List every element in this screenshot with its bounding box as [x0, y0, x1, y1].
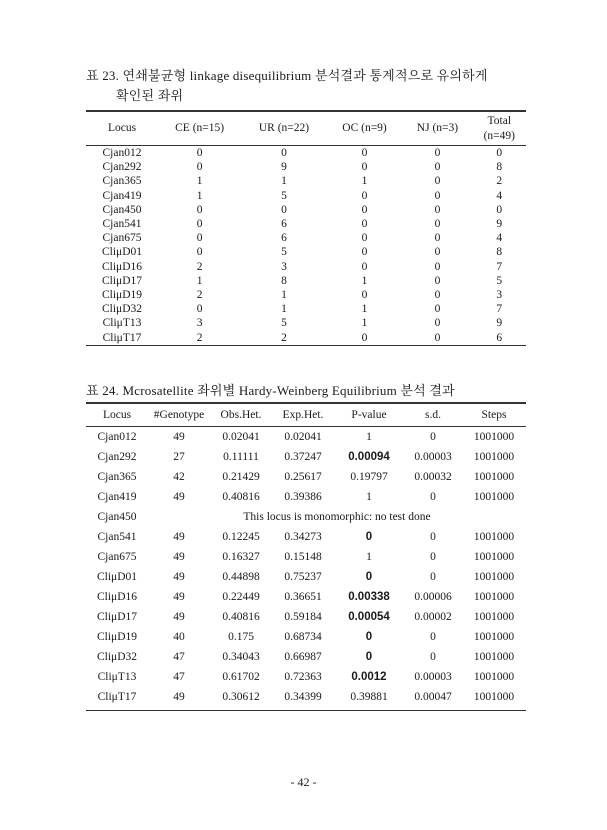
table23-header-row	[86, 112, 526, 146]
table23-row	[86, 160, 526, 174]
table23-cell: 0	[361, 189, 368, 202]
table24-cell: 0.25617	[284, 471, 322, 483]
table24-cell: 47	[173, 671, 185, 683]
table24-row	[86, 627, 526, 647]
table23-cell: 1	[361, 317, 368, 330]
table23-cell: 0	[434, 246, 441, 259]
table23-cell: 0	[196, 246, 203, 259]
table24-cell-locus: Cjan365	[97, 471, 137, 483]
table24-cell-p-value: 0.39881	[350, 691, 388, 703]
table24-row	[86, 467, 526, 487]
table23-cell: 5	[281, 189, 287, 202]
table23-cell: 3	[196, 317, 203, 330]
table24-cell: 0.61702	[222, 671, 260, 683]
table24-cell: 0.34399	[284, 691, 322, 703]
table23-cell: 2	[196, 288, 203, 301]
table23-cell: 0	[434, 147, 441, 160]
table24-cell: 1001000	[473, 611, 515, 623]
table24-cell: 1001000	[473, 591, 515, 603]
table24-cell: 49	[173, 551, 185, 563]
table23-cell: 0	[361, 331, 368, 344]
table23-row	[86, 203, 526, 217]
table23-cell: 1	[361, 175, 368, 188]
table23-caption	[86, 66, 526, 106]
table23-cell: 0	[196, 147, 203, 160]
table24-header-p-value: P-value	[351, 409, 387, 421]
table24-cell: 0	[430, 571, 436, 583]
table24-cell-locus: Cjan541	[97, 531, 137, 543]
table24-cell: 0.15148	[284, 551, 322, 563]
table23-cell: 1	[196, 274, 203, 287]
table23-cell: 0	[361, 203, 368, 216]
table24-cell: 0.22449	[222, 591, 260, 603]
table24-cell: 1001000	[473, 691, 515, 703]
table23-cell: 0	[496, 203, 503, 216]
table24-cell: 1001000	[473, 451, 515, 463]
table24-cell: 0.34273	[284, 531, 322, 543]
table24-hardy-weinberg	[86, 404, 526, 707]
table23-cell: 0	[434, 203, 441, 216]
table23-cell: 2	[281, 331, 287, 344]
table24-cell-p-value: 1	[366, 431, 372, 443]
table24-row	[86, 547, 526, 567]
table24-cell: 0.00006	[414, 591, 452, 603]
table23-cell: 4	[496, 232, 503, 245]
table24-cell: 49	[173, 571, 185, 583]
table24-cell-p-value: 0.00054	[348, 611, 390, 623]
table24-cell: 49	[173, 431, 185, 443]
table23-row	[86, 302, 526, 316]
table24-cell: 0.02041	[284, 431, 322, 443]
table24-cell: 0.00002	[414, 611, 452, 623]
table23-row	[86, 217, 526, 231]
table23-row	[86, 174, 526, 188]
table24-cell-p-value: 1	[366, 491, 372, 503]
table24-cell: 0.175	[228, 631, 254, 643]
table23-cell: 8	[496, 246, 503, 259]
table24-cell: 1001000	[473, 671, 515, 683]
table24-cell: 0.00047	[414, 691, 452, 703]
table24-cell-p-value: 1	[366, 551, 372, 563]
table24-cell: 1001000	[473, 551, 515, 563]
table23-row	[86, 274, 526, 288]
table23-cell: 5	[281, 317, 287, 330]
table24-cell: 0	[430, 431, 436, 443]
table24-monomorphic-note: This locus is monomorphic: no test done	[243, 511, 431, 523]
table23-cell-locus: CliμT13	[102, 317, 142, 330]
table24-cell: 0.59184	[284, 611, 322, 623]
table24-cell: 0.12245	[222, 531, 260, 543]
table24-cell: 0.72363	[284, 671, 322, 683]
table24-cell: 0.44898	[222, 571, 260, 583]
table24-cell-p-value: 0.00094	[348, 451, 390, 463]
table23-cell: 2	[496, 175, 503, 188]
table24-cell: 0	[430, 491, 436, 503]
table24-row	[86, 447, 526, 467]
table23-row	[86, 330, 526, 344]
table23-cell: 2	[196, 331, 203, 344]
table23-cell: 0	[196, 203, 203, 216]
table24-cell: 0.75237	[284, 571, 322, 583]
table24-cell-p-value: 0.00338	[348, 591, 390, 603]
table24-row	[86, 607, 526, 627]
table24-caption: 표 24. Mcrosatellite 좌위별 Hardy-Weinberg Equilibrium 분석 결과	[86, 383, 455, 398]
table23-bottom-rule	[86, 345, 526, 346]
table23-cell: 0	[434, 288, 441, 301]
table23-caption-line2: 확인된 좌위	[116, 88, 184, 103]
table24-cell-locus: Cjan675	[97, 551, 137, 563]
table23-cell-locus: Cjan419	[102, 189, 142, 202]
table23-cell: 5	[496, 274, 503, 287]
table24-cell: 0.21429	[222, 471, 260, 483]
table24-cell-p-value: 0	[365, 531, 373, 543]
table24-cell: 49	[173, 691, 185, 703]
table23-row	[86, 146, 526, 161]
table24-cell-locus: CliμD19	[96, 631, 138, 643]
table23-cell-locus: CliμD17	[101, 274, 143, 287]
table24-cell: 0.40816	[222, 491, 260, 503]
table24-cell-locus: Cjan292	[97, 451, 137, 463]
table24-row	[86, 687, 526, 707]
table23-cell: 0	[361, 288, 368, 301]
table23-cell: 1	[196, 189, 203, 202]
page-number: - 42 -	[290, 775, 317, 789]
table23-cell: 0	[496, 147, 503, 160]
table24-body	[86, 427, 526, 708]
table23-cell: 0	[434, 175, 441, 188]
table24-cell: 0.66987	[284, 651, 322, 663]
table24-cell: 0	[430, 551, 436, 563]
table23-cell-locus: Cjan365	[102, 175, 142, 188]
table24-row	[86, 567, 526, 587]
table23-cell: 0	[361, 147, 368, 160]
table24-row	[86, 427, 526, 448]
table23-cell: 0	[361, 246, 368, 259]
table24-cell: 49	[173, 611, 185, 623]
table24-header-obs-het: Obs.Het.	[220, 409, 262, 421]
table23-cell: 0	[196, 161, 203, 174]
table23-cell: 3	[496, 288, 503, 301]
table24-cell: 1001000	[473, 571, 515, 583]
table24-bottom-rule	[86, 710, 526, 711]
table23-cell-locus: CliμD19	[101, 288, 143, 301]
table23-cell: 0	[361, 161, 368, 174]
table23-header-total	[473, 112, 526, 146]
table24-cell: 0.30612	[222, 691, 260, 703]
table24-cell: 1001000	[473, 531, 515, 543]
table24-cell: 0.02041	[222, 431, 260, 443]
table24-cell-p-value: 0	[365, 631, 373, 643]
table24-cell: 0.11111	[223, 451, 259, 463]
table23-cell: 0	[434, 331, 441, 344]
table23-cell: 0	[434, 274, 441, 287]
table23-linkage-disequilibrium	[86, 112, 526, 345]
table24-cell: 0.00003	[414, 451, 452, 463]
table23-cell: 1	[281, 175, 287, 188]
table24-cell: 0.34043	[222, 651, 260, 663]
table23-cell: 4	[496, 189, 503, 202]
table23-header-ce: CE (n=15)	[175, 122, 225, 134]
table24-cell: 1001000	[473, 471, 515, 483]
table23-cell-locus: CliμT17	[102, 331, 142, 344]
table23-header-ur: UR (n=22)	[258, 122, 310, 134]
table24-cell-locus: CliμD01	[96, 571, 138, 583]
table24-row	[86, 507, 526, 527]
table23-cell: 1	[281, 288, 287, 301]
table23-cell: 9	[281, 161, 287, 174]
table23-row	[86, 288, 526, 302]
table24-cell: 49	[173, 591, 185, 603]
table24-cell-locus: CliμD32	[96, 651, 138, 663]
table24-cell-locus: Cjan450	[97, 511, 137, 523]
table24-cell-locus: Cjan419	[97, 491, 137, 503]
table23-cell-locus: CliμD16	[101, 260, 143, 273]
table23-cell: 6	[281, 232, 287, 245]
table24-row	[86, 587, 526, 607]
table24-cell: 0.40816	[222, 611, 260, 623]
table23-row	[86, 189, 526, 203]
table23-cell: 8	[496, 161, 503, 174]
table24-cell-locus: CliμD17	[96, 611, 138, 623]
table24-cell-locus: CliμT17	[97, 691, 137, 703]
table24-header-steps: Steps	[481, 409, 507, 421]
table24-cell: 0.36651	[284, 591, 322, 603]
table23-row	[86, 245, 526, 259]
table23-cell: 7	[496, 260, 503, 273]
table24-row	[86, 527, 526, 547]
table24-cell: 42	[173, 471, 185, 483]
table24-cell: 40	[173, 631, 185, 643]
table24-cell: 27	[173, 451, 185, 463]
table23-cell: 7	[496, 303, 503, 316]
table24-row	[86, 487, 526, 507]
table23-cell: 0	[434, 303, 441, 316]
table23-header-nj: NJ (n=3)	[416, 122, 459, 134]
table24-cell: 0	[430, 651, 436, 663]
table23-cell-locus: CliμD01	[101, 246, 143, 259]
table24-header-locus: Locus	[102, 409, 132, 421]
table24-cell-p-value: 0.0012	[351, 671, 387, 683]
table24-header-row	[86, 404, 526, 427]
table23-cell: 6	[281, 218, 287, 231]
table23-cell: 0	[434, 232, 441, 245]
table23-body	[86, 146, 526, 345]
table23-cell: 8	[281, 274, 287, 287]
table23-cell: 1	[361, 274, 368, 287]
table24-cell-locus: CliμT13	[97, 671, 137, 683]
table24-cell: 0	[430, 531, 436, 543]
table23-cell: 2	[196, 260, 203, 273]
table24-row	[86, 667, 526, 687]
table23-cell: 0	[434, 189, 441, 202]
table23-cell-locus: CliμD32	[101, 303, 143, 316]
table24-header-genotype: #Genotype	[153, 409, 205, 421]
table23-cell: 0	[361, 218, 368, 231]
table24-cell-p-value: 0	[365, 571, 373, 583]
table23-cell: 0	[361, 232, 368, 245]
table23-cell-locus: Cjan675	[102, 232, 142, 245]
table23-row	[86, 231, 526, 245]
table23-cell-locus: Cjan541	[102, 218, 142, 231]
table24-cell-locus: CliμD16	[96, 591, 138, 603]
table23-cell: 0	[434, 161, 441, 174]
table23-cell-locus: Cjan012	[102, 147, 142, 160]
table24-cell: 0.37247	[284, 451, 322, 463]
table24-cell: 1001000	[473, 491, 515, 503]
table23-cell: 0	[434, 260, 441, 273]
table24-row	[86, 647, 526, 667]
table23-cell: 3	[281, 260, 287, 273]
table23-cell: 0	[196, 303, 203, 316]
table24-cell: 0.00032	[414, 471, 452, 483]
table23-cell: 9	[496, 317, 503, 330]
table24-cell: 0.68734	[284, 631, 322, 643]
table23-cell: 0	[281, 147, 287, 160]
table24-cell: 1001000	[473, 431, 515, 443]
table24-cell: 0	[430, 631, 436, 643]
table24-cell: 1001000	[473, 651, 515, 663]
table23-cell-locus: Cjan450	[102, 203, 142, 216]
table23-cell: 0	[434, 317, 441, 330]
table24-cell-locus: Cjan012	[97, 431, 137, 443]
table23-row	[86, 260, 526, 274]
table24-header-sd: s.d.	[425, 409, 441, 421]
table23-cell: 6	[496, 331, 503, 344]
table23-cell: 1	[196, 175, 203, 188]
table23-cell: 5	[281, 246, 287, 259]
table23-header-oc: OC (n=9)	[342, 122, 387, 134]
table24-cell: 0.16327	[222, 551, 260, 563]
table23-header-total-n: (n=49)	[483, 129, 515, 142]
table24-cell: 47	[173, 651, 185, 663]
table23-cell: 0	[196, 232, 203, 245]
table24-cell: 1001000	[473, 631, 515, 643]
table24-cell-p-value: 0.19797	[350, 471, 388, 483]
table24-cell: 0.00003	[414, 671, 452, 683]
table23-header-total-label: Total	[487, 114, 512, 127]
table23-cell: 1	[361, 303, 368, 316]
table23-cell: 0	[361, 260, 368, 273]
table23-row	[86, 316, 526, 330]
table23-cell-locus: Cjan292	[102, 161, 142, 174]
table23-cell: 0	[434, 218, 441, 231]
table23-cell: 9	[496, 218, 503, 231]
table24-cell: 49	[173, 491, 185, 503]
table23-cell: 1	[281, 303, 287, 316]
table24-cell-p-value: 0	[365, 651, 373, 663]
table23-caption-line1: 표 23. 연쇄불균형 linkage disequilibrium 분석결과 통계적으로 유의하게	[86, 68, 488, 83]
table23-cell: 0	[281, 203, 287, 216]
table24-cell: 0.39386	[284, 491, 322, 503]
table24-header-exp-het: Exp.Het.	[282, 409, 324, 421]
table23-header-locus: Locus	[107, 122, 137, 134]
table23-cell: 0	[196, 218, 203, 231]
table24-cell: 49	[173, 531, 185, 543]
